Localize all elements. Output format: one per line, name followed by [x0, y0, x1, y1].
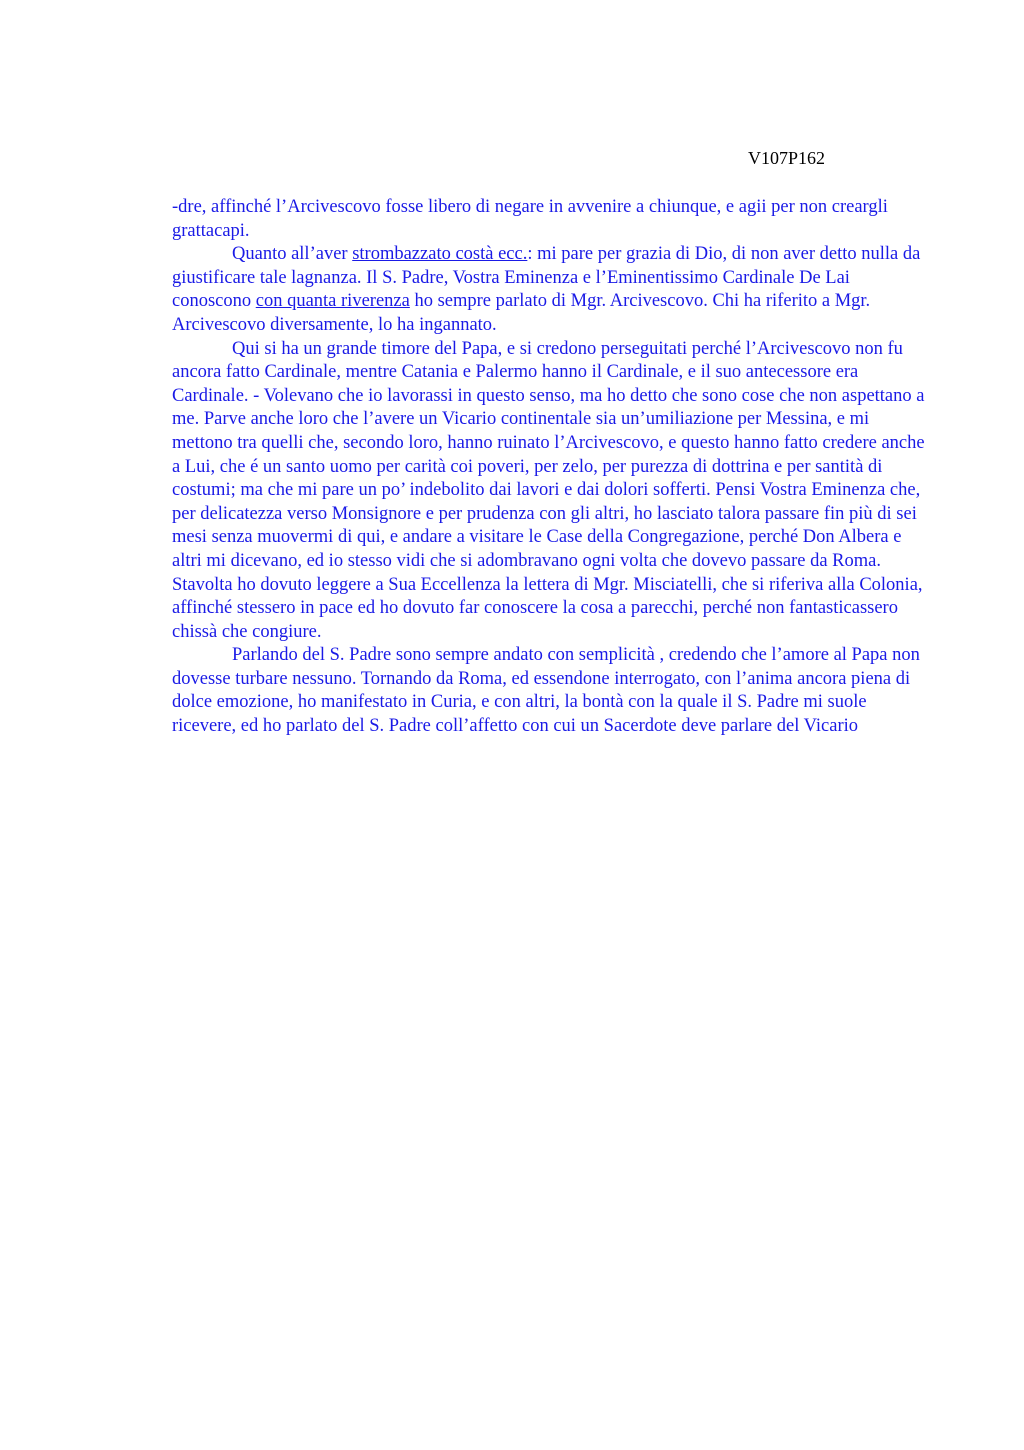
paragraph-2-post: ho sempre parlato di Mgr. Arcivescovo. Chi ha riferito a Mgr. Arcivescovo diversamente, lo ha ingannato.	[172, 291, 871, 335]
underlined-phrase-riverenza: con quanta riverenza	[255, 291, 410, 312]
paragraph-1: -dre, affinché l’Arcivescovo fosse libero di negare in avvenire a chiunque, e agii per non creargli grattacapi.	[172, 197, 888, 241]
paragraph-2-pre: Quanto all’aver	[232, 244, 353, 265]
paragraph-2-mid: : mi pare per grazia di Dio, di non aver detto nulla da giustificare tale lagnanza. Il S. Padre, Vostra Eminenza e l’Eminentissimo Cardinale De Lai conoscono	[172, 244, 921, 312]
letter-body	[172, 196, 932, 739]
page-reference: V107P162	[748, 148, 826, 168]
paragraph-2	[172, 243, 932, 337]
paragraph-4: Parlando del S. Padre sono sempre andato con semplicità , credendo che l’amore al Papa non dovesse turbare nessuno. Tornando da Roma, ed essendone interrogato, con l’anima ancora piena di dolce emozione, ho manifestato in Curia, e con altri, la bontà con la quale il S. Padre mi suole ricevere, ed ho parlato del S. Padre coll’affetto con cui un Sacerdote deve parlare del Vicario	[172, 645, 920, 737]
paragraph-3: Qui si ha un grande timore del Papa, e si credono perseguitati perché l’Arcivescovo non fu ancora fatto Cardinale, mentre Catania e Palermo hanno il Cardinale, e il suo antecessore era Cardinale. - Volevano che io lavorassi in questo senso, ma ho detto che sono cose che non aspettano a me. Parve anche loro che l’avere un Vicario continentale sia un’umiliazione per Messina, e mi mettono tra quelli che, secondo loro, hanno ruinato l’Arcivescovo, e questo hanno fatto credere anche a Lui, che é un santo uomo per carità coi poveri, per zelo, per purezza di dottrina e per santità di costumi; ma che mi pare un po’ indebolito dai lavori e dai dolori sofferti. Pensi Vostra Eminenza che, per delicatezza verso Monsignore e per prudenza con gli altri, ho lasciato talora passare fin più di sei mesi senza muovermi di qui, e andare a visitare le Case della Congregazione, perché Don Albera e altri mi dicevano, ed io stesso vidi che si adombravano ogni volta che dovevo passare da Roma. Stavolta ho dovuto leggere a Sua Eccellenza la lettera di Mgr. Misciatelli, che si riferiva alla Colonia, affinché stessero in pace ed ho dovuto far conoscere la cosa a parecchi, perché non fantasticassero chissà che congiure.	[172, 338, 925, 642]
underlined-phrase-strombazzato: strombazzato costà ecc.	[352, 244, 528, 265]
